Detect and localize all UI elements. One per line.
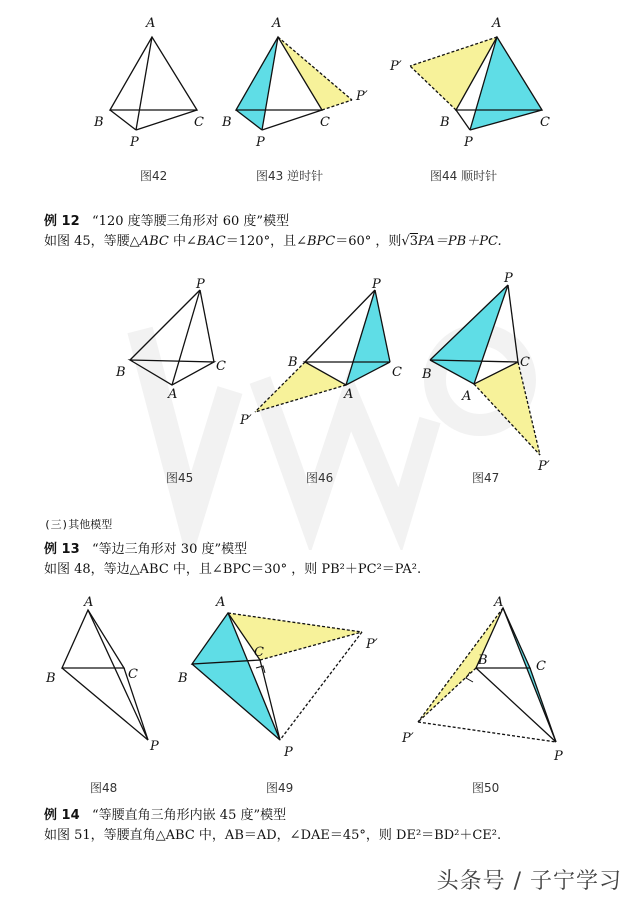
svg-text:C: C (536, 659, 546, 674)
svg-text:C: C (392, 365, 402, 380)
svg-text:C: C (540, 115, 550, 130)
figure-42 (110, 37, 197, 130)
svg-text:P′: P′ (356, 89, 368, 104)
figure-50 (418, 608, 556, 742)
figure-44 (410, 37, 542, 130)
figure-49 (192, 613, 362, 740)
caption-fig50: 图50 (472, 781, 500, 795)
svg-text:A: A (216, 595, 226, 610)
svg-text:C: C (520, 355, 530, 370)
example-14-statement: 如图 51，等腰直角△ABC 中，AB＝AD，∠DAE＝45°，则 DE²＝BD²＋CE². (44, 828, 502, 843)
caption-fig49: 图49 (266, 781, 294, 795)
svg-text:P: P (554, 749, 563, 764)
svg-text:B: B (94, 115, 104, 130)
svg-text:P: P (372, 277, 381, 292)
svg-text:P′: P′ (366, 637, 378, 652)
example-13-statement: 如图 48，等边△ABC 中，且∠BPC＝30° ，则 PB²＋PC²＝PA². (44, 562, 422, 577)
example-12-title: 例 12 “120 度等腰三角形对 60 度”模型 (44, 214, 290, 229)
figure-47 (430, 285, 540, 455)
svg-text:C: C (216, 359, 226, 374)
svg-text:C: C (254, 645, 264, 660)
svg-text:P′: P′ (538, 459, 550, 474)
caption-fig45: 图45 (166, 471, 194, 485)
caption-fig47: 图47 (472, 471, 500, 485)
svg-text:P′: P′ (402, 731, 414, 746)
svg-text:P′: P′ (240, 413, 252, 428)
caption-fig43: 图43 逆时针 (256, 169, 324, 183)
svg-text:C: C (320, 115, 330, 130)
svg-text:C: C (128, 667, 138, 682)
caption-fig42: 图42 (140, 169, 168, 183)
figure-43 (236, 37, 352, 130)
svg-text:A: A (146, 16, 156, 31)
caption-fig48: 图48 (90, 781, 118, 795)
figure-45 (130, 290, 214, 385)
example-12-statement: 如图 45，等腰△ABC 中∠BAC＝120°，且∠BPC＝60° ，则√3PA＝PB＋PC. (44, 234, 502, 249)
svg-text:P: P (130, 135, 139, 150)
svg-text:B: B (178, 671, 188, 686)
svg-text:P: P (256, 135, 265, 150)
section-3-heading: (三)其他模型 (44, 518, 113, 531)
watermark-label: 头条号 / 子宁学习 (436, 869, 622, 894)
caption-fig44: 图44 顺时针 (430, 169, 498, 183)
svg-text:B: B (46, 671, 56, 686)
svg-text:A: A (272, 16, 282, 31)
svg-text:B: B (440, 115, 450, 130)
svg-text:B: B (422, 367, 432, 382)
svg-text:B: B (478, 653, 488, 668)
svg-text:A: A (84, 595, 94, 610)
svg-text:A: A (462, 389, 472, 404)
svg-text:P: P (196, 277, 205, 292)
svg-text:A: A (494, 595, 504, 610)
svg-text:P: P (284, 745, 293, 760)
svg-text:P′: P′ (390, 59, 402, 74)
svg-text:B: B (222, 115, 232, 130)
svg-text:C: C (194, 115, 204, 130)
svg-text:P: P (150, 739, 159, 754)
svg-text:P: P (504, 271, 513, 286)
figure-46 (255, 290, 390, 412)
svg-text:A: A (168, 387, 178, 402)
svg-text:B: B (116, 365, 126, 380)
example-14-title: 例 14 “等腰直角三角形内嵌 45 度”模型 (44, 808, 287, 823)
svg-text:A: A (492, 16, 502, 31)
svg-text:P: P (464, 135, 473, 150)
example-13-title: 例 13 “等边三角形对 30 度”模型 (44, 542, 248, 557)
svg-text:B: B (288, 355, 298, 370)
svg-text:A: A (344, 387, 354, 402)
caption-fig46: 图46 (306, 471, 334, 485)
